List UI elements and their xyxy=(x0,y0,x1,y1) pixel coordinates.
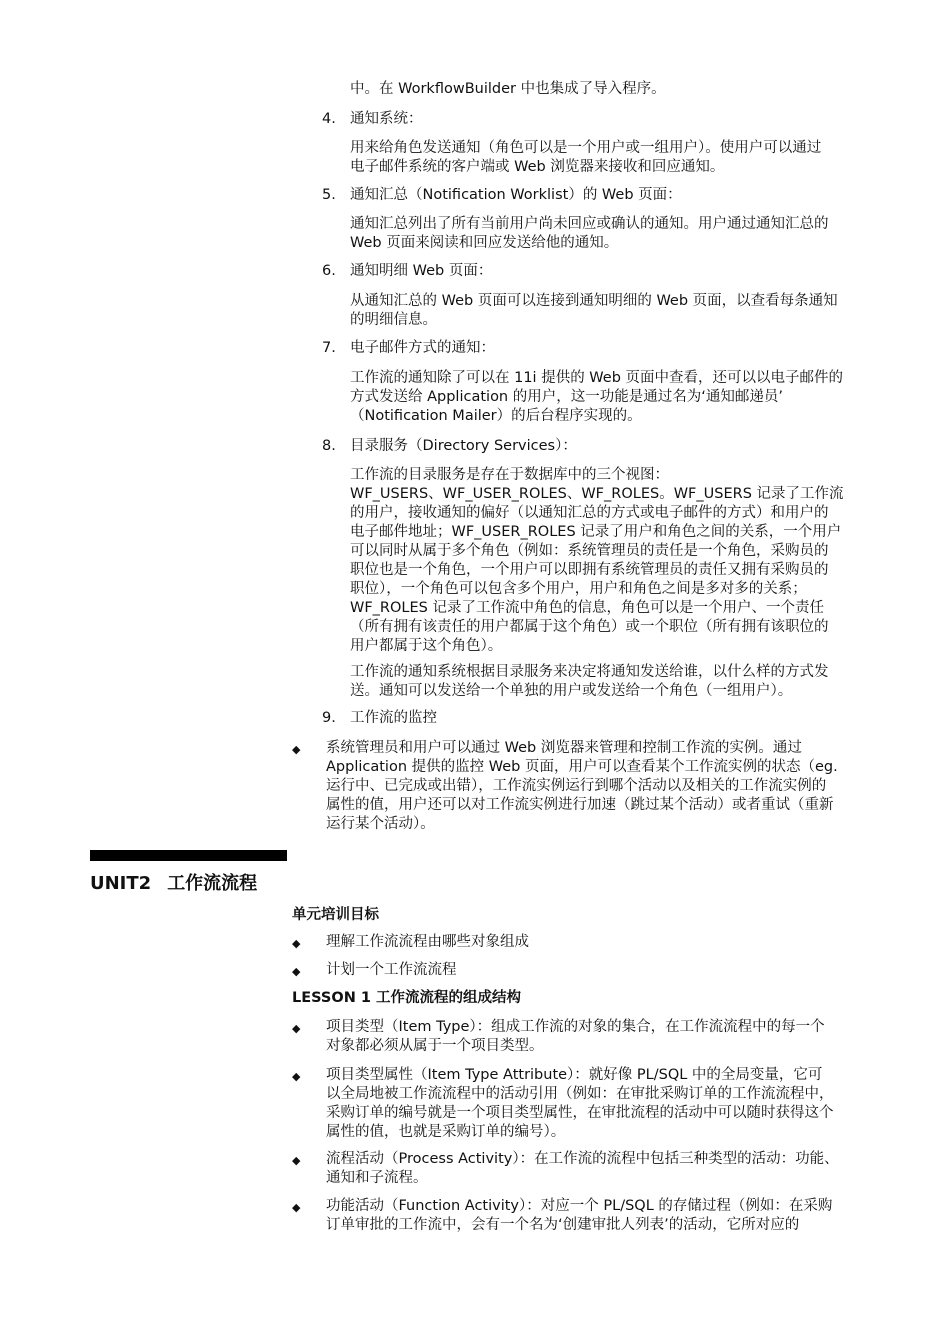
bullet-icon: ◆ xyxy=(292,937,301,950)
objective-item: 计划一个工作流流程 xyxy=(326,962,457,978)
lesson-bullet-item-type: 项目类型（Item Type）：组成工作流的对象的集合，在工作流流程中的每一个 对象都必须从属于一个项目类型。 xyxy=(326,1019,825,1054)
section-divider-bar xyxy=(90,850,287,861)
lesson-heading: LESSON 1 工作流流程的组成结构 xyxy=(292,990,522,1006)
continuation-text: 中。在 WorkflowBuilder 中也集成了导入程序。 xyxy=(350,81,666,97)
list-number: 4. xyxy=(322,111,336,127)
list-number: 5. xyxy=(322,187,336,203)
unit-heading xyxy=(90,873,257,895)
bullet-icon: ◆ xyxy=(292,1070,301,1083)
list-number: 6. xyxy=(322,263,336,279)
bullet-icon: ◆ xyxy=(292,1154,301,1167)
lesson-bullet-function-activity: 功能活动（Function Activity）：对应一个 PL/SQL 的存储过程（例如：在采购 订单审批的工作流中，会有一个名为‘创建审批人列表’的活动，它所对应的 xyxy=(326,1198,833,1233)
list-body: 工作流的通知除了可以在 11i 提供的 Web 页面中查看，还可以以电子邮件的 方式发送给 Application 的用户，这一功能是通过名为‘通知邮递员’ （Notification Mailer）的后台程序实现的。 xyxy=(350,370,844,424)
list-title: 通知系统： xyxy=(350,111,423,127)
list-number: 7. xyxy=(322,340,336,356)
list-number: 8. xyxy=(322,438,336,454)
lesson-bullet-process-activity: 流程活动（Process Activity）：在工作流的流程中包括三种类型的活动：功能、 通知和子流程。 xyxy=(326,1151,839,1186)
list-body: 从通知汇总的 Web 页面可以连接到通知明细的 Web 页面，以查看每条通知 的明细信息。 xyxy=(350,293,838,328)
lesson-bullet-item-attribute: 项目类型属性（Item Type Attribute）：就好像 PL/SQL 中的全局变量，它可 以全局地被工作流流程中的活动引用（例如：在审批采购订单的工作流流程中， 采购订单的编号就是一个项目类型属性，在审批流程的活动中可以随时获得这个 属性的值，也就是采购订单的编号）。 xyxy=(326,1067,834,1140)
list-body: 通知汇总列出了所有当前用户尚未回应或确认的通知。用户通过通知汇总的 Web 页面来阅读和回应发送给他的通知。 xyxy=(350,216,829,251)
list-title: 通知汇总（Notification Worklist）的 Web 页面： xyxy=(350,187,682,203)
objective-item: 理解工作流流程由哪些对象组成 xyxy=(326,934,529,950)
list-body: 用来给角色发送通知（角色可以是一个用户或一组用户）。使用户可以通过 电子邮件系统的客户端或 Web 浏览器来接收和回应通知。 xyxy=(350,140,822,175)
list-number: 9. xyxy=(322,710,336,726)
unit-code: UNIT2 xyxy=(90,873,152,894)
list-body: 工作流的目录服务是存在于数据库中的三个视图： WF_USERS、WF_USER_ROLES、WF_ROLES。WF_USERS 记录了工作流 的用户，接收通知的偏好（以通知汇总的方式或电子邮件的方式）和用户的 电子邮件地址；WF_USER_ROLES 记录了用户和角色之间的关系，一个用户 可以同时从属于多个角色（例如：系统管理员的责任是一个角色，采购员的 职位也是一个角色，一个用户可以即拥有系统管理员的责任又拥有采购员的 职位），一个角色可以包含多个用户，用户和角色之间是多对多的关系； WF_ROLES 记录了工作流中角色的信息，角色可以是一个用户、一个责任 （所有拥有该责任的用户都属于这个角色）或一个职位（所有拥有该职位的 用户都属于这个角色）。 xyxy=(350,467,844,654)
bullet-icon: ◆ xyxy=(292,965,301,978)
objectives-heading: 单元培训目标 xyxy=(292,907,379,923)
bullet-icon: ◆ xyxy=(292,1201,301,1214)
list-title: 工作流的监控 xyxy=(350,710,437,726)
unit-title: 工作流流程 xyxy=(167,873,258,894)
list-title: 目录服务（Directory Services）： xyxy=(350,438,577,454)
list-title: 电子邮件方式的通知： xyxy=(350,340,495,356)
bullet-text: 系统管理员和用户可以通过 Web 浏览器来管理和控制工作流的实例。通过 Application 提供的监控 Web 页面，用户可以查看某个工作流实例的状态（eg. 运行中、已完成或出错），工作流实例运行到哪个活动以及相关的工作流实例的 属性的值，用户还可以对工作流实例进行加速（跳过某个活动）或者重试（重新 运行某个活动）。 xyxy=(326,740,838,832)
list-title: 通知明细 Web 页面： xyxy=(350,263,493,279)
list-body: 工作流的通知系统根据目录服务来决定将通知发送给谁，以什么样的方式发 送。通知可以发送给一个单独的用户或发送给一个角色（一组用户）。 xyxy=(350,664,829,699)
bullet-icon: ◆ xyxy=(292,743,301,756)
bullet-icon: ◆ xyxy=(292,1022,301,1035)
